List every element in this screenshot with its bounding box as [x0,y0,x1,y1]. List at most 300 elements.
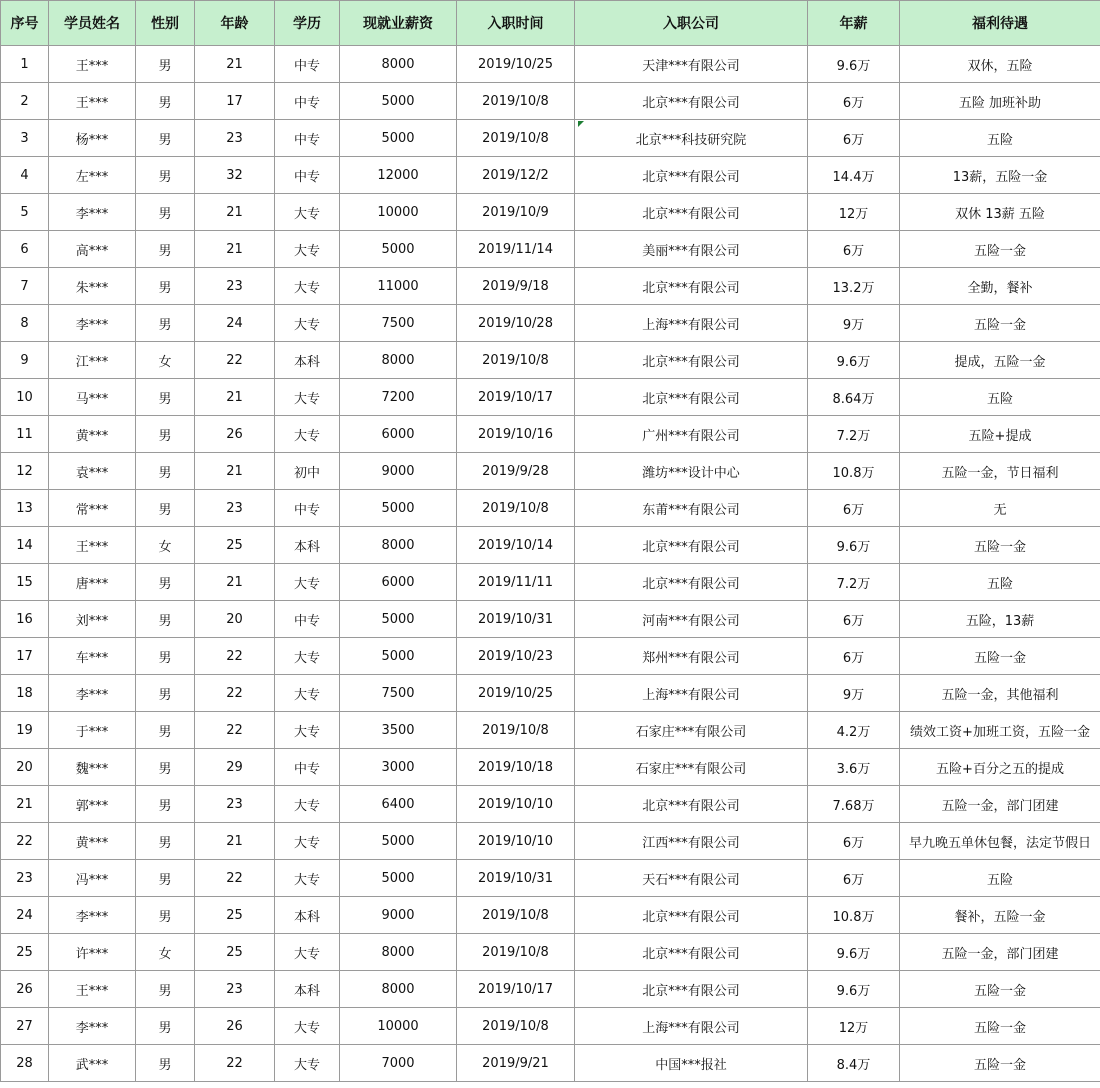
table-row [1,712,1100,749]
table-cell[interactable]: 29 [195,749,275,786]
table-cell[interactable]: 男 [136,83,195,120]
header-cell[interactable]: 现就业薪资 [340,1,457,46]
table-cell[interactable]: 22 [195,1045,275,1082]
table-cell[interactable]: 于*** [49,712,136,749]
table-cell[interactable]: 女 [136,934,195,971]
table-cell[interactable]: 石家庄***有限公司 [575,712,808,749]
table-cell[interactable]: 26 [1,971,49,1008]
table-cell[interactable]: 16 [1,601,49,638]
table-cell[interactable]: 本科 [275,527,340,564]
table-cell[interactable]: 5000 [340,860,457,897]
table-cell[interactable]: 男 [136,157,195,194]
table-cell[interactable]: 23 [195,971,275,1008]
table-cell[interactable]: 魏*** [49,749,136,786]
table-cell[interactable]: 22 [195,675,275,712]
table-cell[interactable]: 22 [195,712,275,749]
table-cell[interactable]: 19 [1,712,49,749]
table-cell[interactable]: 王*** [49,83,136,120]
table-row [1,638,1100,675]
table-cell[interactable]: 12 [1,453,49,490]
table-cell[interactable]: 男 [136,675,195,712]
table-cell[interactable]: 11000 [340,268,457,305]
table-cell[interactable]: 2019/10/28 [457,305,575,342]
table-cell[interactable]: 北京***有限公司 [575,157,808,194]
table-cell[interactable]: 五险一金，部门团建 [900,786,1100,823]
table-cell[interactable]: 男 [136,490,195,527]
table-cell[interactable]: 男 [136,786,195,823]
table-cell[interactable]: 朱*** [49,268,136,305]
table-cell[interactable]: 2019/10/10 [457,823,575,860]
table-cell[interactable]: 中专 [275,120,340,157]
table-cell[interactable]: 9.6万 [808,934,900,971]
table-cell[interactable]: 马*** [49,379,136,416]
table-cell[interactable]: 27 [1,1008,49,1045]
header-cell[interactable]: 福利待遇 [900,1,1100,46]
table-cell[interactable]: 6400 [340,786,457,823]
table-cell[interactable]: 五险一金 [900,1008,1100,1045]
table-cell[interactable]: 21 [195,46,275,83]
table-cell[interactable]: 北京***有限公司 [575,268,808,305]
table-row [1,490,1100,527]
table-cell[interactable]: 郭*** [49,786,136,823]
table-cell[interactable]: 2019/10/25 [457,675,575,712]
table-cell[interactable]: 8.64万 [808,379,900,416]
table-cell[interactable]: 9万 [808,675,900,712]
table-cell[interactable]: 大专 [275,231,340,268]
table-cell[interactable]: 3.6万 [808,749,900,786]
table-cell[interactable]: 北京***有限公司 [575,971,808,1008]
table-cell[interactable]: 23 [195,490,275,527]
table-cell[interactable]: 北京***有限公司 [575,194,808,231]
table-cell[interactable]: 上海***有限公司 [575,305,808,342]
table-cell[interactable]: 2019/10/8 [457,712,575,749]
table-cell[interactable]: 男 [136,971,195,1008]
table-cell[interactable]: 6 [1,231,49,268]
table-cell[interactable]: 13薪，五险一金 [900,157,1100,194]
table-cell[interactable]: 北京***有限公司 [575,564,808,601]
table-cell[interactable]: 本科 [275,971,340,1008]
table-cell[interactable]: 中专 [275,601,340,638]
table-cell[interactable]: 男 [136,416,195,453]
header-cell[interactable]: 年薪 [808,1,900,46]
table-cell[interactable]: 25 [195,527,275,564]
table-cell[interactable]: 8000 [340,527,457,564]
table-cell[interactable]: 男 [136,564,195,601]
table-cell[interactable]: 25 [1,934,49,971]
table-cell[interactable]: 李*** [49,897,136,934]
table-cell[interactable]: 8000 [340,46,457,83]
table-cell[interactable]: 女 [136,342,195,379]
table-cell[interactable]: 北京***有限公司 [575,379,808,416]
table-cell[interactable]: 天石***有限公司 [575,860,808,897]
table-cell[interactable]: 8000 [340,934,457,971]
table-cell[interactable]: 2019/10/8 [457,490,575,527]
table-cell[interactable]: 4 [1,157,49,194]
table-cell[interactable]: 李*** [49,675,136,712]
table-cell[interactable]: 大专 [275,379,340,416]
table-cell[interactable]: 大专 [275,786,340,823]
table-cell[interactable]: 7 [1,268,49,305]
table-cell[interactable]: 五险一金 [900,527,1100,564]
table-cell[interactable]: 2019/10/8 [457,83,575,120]
table-cell[interactable]: 6万 [808,120,900,157]
table-cell[interactable]: 高*** [49,231,136,268]
table-cell[interactable]: 男 [136,749,195,786]
table-cell[interactable]: 10.8万 [808,453,900,490]
header-cell[interactable]: 序号 [1,1,49,46]
table-cell[interactable]: 25 [195,897,275,934]
table-cell[interactable]: 大专 [275,860,340,897]
table-cell[interactable]: 车*** [49,638,136,675]
table-cell[interactable]: 9.6万 [808,971,900,1008]
table-cell[interactable]: 大专 [275,416,340,453]
table-cell[interactable]: 23 [195,786,275,823]
table-cell[interactable]: 2019/10/23 [457,638,575,675]
table-cell[interactable]: 2019/10/16 [457,416,575,453]
table-cell[interactable]: 21 [195,823,275,860]
table-cell[interactable]: 21 [195,453,275,490]
table-cell[interactable]: 大专 [275,823,340,860]
table-cell[interactable]: 23 [195,120,275,157]
table-cell[interactable]: 17 [195,83,275,120]
table-row [1,194,1100,231]
table-cell[interactable]: 21 [195,231,275,268]
table-cell[interactable]: 4.2万 [808,712,900,749]
table-cell[interactable]: 李*** [49,194,136,231]
table-cell[interactable]: 广州***有限公司 [575,416,808,453]
table-cell[interactable]: 2019/9/28 [457,453,575,490]
table-cell[interactable]: 6万 [808,83,900,120]
table-cell[interactable]: 无 [900,490,1100,527]
table-cell[interactable]: 2 [1,83,49,120]
header-cell[interactable]: 性别 [136,1,195,46]
table-cell[interactable]: 江*** [49,342,136,379]
table-cell[interactable]: 2019/12/2 [457,157,575,194]
table-cell[interactable]: 男 [136,823,195,860]
table-cell[interactable]: 中专 [275,157,340,194]
table-cell[interactable]: 李*** [49,305,136,342]
table-cell[interactable]: 上海***有限公司 [575,1008,808,1045]
table-cell[interactable]: 9.6万 [808,342,900,379]
table-cell[interactable]: 9万 [808,305,900,342]
table-cell[interactable]: 黄*** [49,823,136,860]
table-cell[interactable]: 男 [136,231,195,268]
table-cell[interactable]: 中专 [275,490,340,527]
table-cell[interactable]: 北京***有限公司 [575,934,808,971]
table-cell[interactable]: 3000 [340,749,457,786]
header-cell[interactable]: 入职时间 [457,1,575,46]
table-cell[interactable]: 中专 [275,46,340,83]
table-cell[interactable]: 初中 [275,453,340,490]
table-cell[interactable]: 中专 [275,83,340,120]
table-row [1,379,1100,416]
table-cell[interactable]: 13 [1,490,49,527]
table-cell[interactable]: 五险+百分之五的提成 [900,749,1100,786]
table-cell[interactable]: 黄*** [49,416,136,453]
table-cell[interactable]: 28 [1,1045,49,1082]
table-cell[interactable]: 提成，五险一金 [900,342,1100,379]
table-cell[interactable]: 中专 [275,749,340,786]
table-cell[interactable]: 3500 [340,712,457,749]
table-cell[interactable]: 2019/9/18 [457,268,575,305]
table-cell[interactable]: 五险一金 [900,231,1100,268]
table-cell[interactable]: 22 [195,860,275,897]
table-cell[interactable]: 大专 [275,564,340,601]
table-cell[interactable]: 8 [1,305,49,342]
table-cell[interactable]: 石家庄***有限公司 [575,749,808,786]
table-cell[interactable]: 王*** [49,46,136,83]
table-cell[interactable]: 7.2万 [808,416,900,453]
table-cell[interactable]: 22 [195,638,275,675]
table-cell[interactable]: 1 [1,46,49,83]
table-cell[interactable]: 15 [1,564,49,601]
table-cell[interactable]: 8000 [340,342,457,379]
table-cell[interactable]: 6万 [808,231,900,268]
table-cell[interactable]: 餐补，五险一金 [900,897,1100,934]
table-cell[interactable]: 北京***科技研究院 [575,120,808,157]
table-cell[interactable]: 河南***有限公司 [575,601,808,638]
table-cell[interactable]: 大专 [275,194,340,231]
table-cell[interactable]: 18 [1,675,49,712]
table-cell[interactable]: 武*** [49,1045,136,1082]
table-cell[interactable]: 10000 [340,1008,457,1045]
table-cell[interactable]: 2019/10/8 [457,342,575,379]
table-cell[interactable]: 五险 [900,120,1100,157]
table-cell[interactable]: 7.2万 [808,564,900,601]
table-cell[interactable]: 大专 [275,1008,340,1045]
table-cell[interactable]: 男 [136,860,195,897]
table-row [1,934,1100,971]
table-cell[interactable]: 20 [1,749,49,786]
table-cell[interactable]: 全勤，餐补 [900,268,1100,305]
table-cell[interactable]: 2019/11/11 [457,564,575,601]
table-cell[interactable]: 北京***有限公司 [575,342,808,379]
table-cell[interactable]: 五险+提成 [900,416,1100,453]
table-cell[interactable]: 双休 13薪 五险 [900,194,1100,231]
table-cell[interactable]: 王*** [49,527,136,564]
table-cell[interactable]: 北京***有限公司 [575,897,808,934]
table-cell[interactable]: 2019/10/10 [457,786,575,823]
table-cell[interactable]: 9 [1,342,49,379]
table-cell[interactable]: 14 [1,527,49,564]
table-cell[interactable]: 男 [136,638,195,675]
table-cell[interactable]: 男 [136,453,195,490]
table-cell[interactable]: 五险 [900,564,1100,601]
table-cell[interactable]: 2019/10/18 [457,749,575,786]
table-cell[interactable]: 上海***有限公司 [575,675,808,712]
table-cell[interactable]: 26 [195,1008,275,1045]
table-cell[interactable]: 3 [1,120,49,157]
table-cell[interactable]: 左*** [49,157,136,194]
table-cell[interactable]: 许*** [49,934,136,971]
table-cell[interactable]: 五险一金 [900,638,1100,675]
table-cell[interactable]: 女 [136,527,195,564]
table-cell[interactable]: 大专 [275,934,340,971]
table-cell[interactable]: 东莆***有限公司 [575,490,808,527]
header-cell[interactable]: 学历 [275,1,340,46]
table-cell[interactable]: 冯*** [49,860,136,897]
table-cell[interactable]: 8000 [340,971,457,1008]
table-cell[interactable]: 大专 [275,268,340,305]
table-cell[interactable]: 21 [195,194,275,231]
table-row [1,527,1100,564]
table-cell[interactable]: 绩效工资+加班工资，五险一金 [900,712,1100,749]
table-cell[interactable]: 5000 [340,823,457,860]
table-cell[interactable]: 五险 [900,379,1100,416]
table-cell[interactable]: 刘*** [49,601,136,638]
table-cell[interactable]: 2019/10/9 [457,194,575,231]
table-row [1,231,1100,268]
table-cell[interactable]: 大专 [275,638,340,675]
table-cell[interactable]: 6万 [808,823,900,860]
table-cell[interactable]: 男 [136,379,195,416]
table-cell[interactable]: 本科 [275,897,340,934]
header-cell[interactable]: 入职公司 [575,1,808,46]
table-cell[interactable]: 2019/9/21 [457,1045,575,1082]
table-cell[interactable]: 男 [136,712,195,749]
table-cell[interactable]: 9.6万 [808,527,900,564]
table-cell[interactable]: 21 [1,786,49,823]
table-cell[interactable]: 五险一金 [900,1045,1100,1082]
table-cell[interactable]: 男 [136,120,195,157]
table-cell[interactable]: 美丽***有限公司 [575,231,808,268]
table-cell[interactable]: 男 [136,897,195,934]
table-cell[interactable]: 男 [136,305,195,342]
table-cell[interactable]: 五险一金，部门团建 [900,934,1100,971]
table-cell[interactable]: 7.68万 [808,786,900,823]
table-cell[interactable]: 2019/10/8 [457,1008,575,1045]
table-cell[interactable]: 5000 [340,231,457,268]
table-cell[interactable]: 北京***有限公司 [575,83,808,120]
table-cell[interactable]: 11 [1,416,49,453]
table-cell[interactable]: 10 [1,379,49,416]
table-row [1,268,1100,305]
table-cell[interactable]: 25 [195,934,275,971]
table-cell[interactable]: 大专 [275,305,340,342]
table-cell[interactable]: 20 [195,601,275,638]
table-cell[interactable]: 9000 [340,453,457,490]
table-cell[interactable]: 6万 [808,601,900,638]
table-cell[interactable]: 2019/10/17 [457,971,575,1008]
table-cell[interactable]: 男 [136,1008,195,1045]
table-cell[interactable]: 5000 [340,638,457,675]
table-cell[interactable]: 24 [195,305,275,342]
table-cell[interactable]: 14.4万 [808,157,900,194]
table-cell[interactable]: 五险一金，其他福利 [900,675,1100,712]
table-cell[interactable]: 大专 [275,1045,340,1082]
header-cell[interactable]: 学员姓名 [49,1,136,46]
table-cell[interactable]: 五险，13薪 [900,601,1100,638]
table-cell[interactable]: 2019/11/14 [457,231,575,268]
table-cell[interactable]: 李*** [49,1008,136,1045]
table-cell[interactable]: 5000 [340,601,457,638]
table-cell[interactable]: 五险一金，节日福利 [900,453,1100,490]
table-cell[interactable]: 2019/10/25 [457,46,575,83]
table-cell[interactable]: 五险 [900,860,1100,897]
table-cell[interactable]: 6万 [808,490,900,527]
table-cell[interactable]: 男 [136,1045,195,1082]
table-cell[interactable]: 6000 [340,564,457,601]
table-cell[interactable]: 5 [1,194,49,231]
table-cell[interactable]: 男 [136,268,195,305]
table-cell[interactable]: 潍坊***设计中心 [575,453,808,490]
table-cell[interactable]: 袁*** [49,453,136,490]
table-cell[interactable]: 6万 [808,638,900,675]
table-cell[interactable]: 男 [136,601,195,638]
table-cell[interactable]: 2019/10/31 [457,860,575,897]
table-cell[interactable]: 2019/10/8 [457,897,575,934]
table-cell[interactable]: 五险 加班补助 [900,83,1100,120]
table-cell[interactable]: 杨*** [49,120,136,157]
table-cell[interactable]: 7000 [340,1045,457,1082]
table-cell[interactable]: 大专 [275,675,340,712]
table-cell[interactable]: 唐*** [49,564,136,601]
table-cell[interactable]: 6000 [340,416,457,453]
table-cell[interactable]: 中国***报社 [575,1045,808,1082]
table-cell[interactable]: 2019/10/14 [457,527,575,564]
table-cell[interactable]: 王*** [49,971,136,1008]
table-cell[interactable]: 2019/10/8 [457,934,575,971]
table-cell[interactable]: 12万 [808,194,900,231]
table-cell[interactable]: 早九晚五单休包餐，法定节假日 [900,823,1100,860]
table-cell[interactable]: 天津***有限公司 [575,46,808,83]
table-cell[interactable]: 9000 [340,897,457,934]
table-cell[interactable]: 北京***有限公司 [575,786,808,823]
table-cell[interactable]: 26 [195,416,275,453]
table-cell[interactable]: 32 [195,157,275,194]
table-cell[interactable]: 北京***有限公司 [575,527,808,564]
table-cell[interactable]: 本科 [275,342,340,379]
table-cell[interactable]: 双休，五险 [900,46,1100,83]
table-cell[interactable]: 12万 [808,1008,900,1045]
table-cell[interactable]: 5000 [340,120,457,157]
table-cell[interactable]: 2019/10/8 [457,120,575,157]
table-cell[interactable]: 7500 [340,675,457,712]
table-cell[interactable]: 22 [195,342,275,379]
table-cell[interactable]: 7200 [340,379,457,416]
table-cell[interactable]: 21 [195,379,275,416]
table-cell[interactable]: 大专 [275,712,340,749]
table-cell[interactable]: 23 [1,860,49,897]
table-cell[interactable]: 男 [136,194,195,231]
header-cell[interactable]: 年龄 [195,1,275,46]
header-row [1,1,1100,46]
table-cell[interactable]: 男 [136,46,195,83]
table-cell[interactable]: 2019/10/31 [457,601,575,638]
table-cell[interactable]: 五险一金 [900,971,1100,1008]
table-cell[interactable]: 10.8万 [808,897,900,934]
table-cell[interactable]: 常*** [49,490,136,527]
table-cell[interactable]: 2019/10/17 [457,379,575,416]
table-cell[interactable]: 12000 [340,157,457,194]
table-cell[interactable]: 9.6万 [808,46,900,83]
table-cell[interactable]: 五险一金 [900,305,1100,342]
table-cell[interactable]: 郑州***有限公司 [575,638,808,675]
table-cell[interactable]: 22 [1,823,49,860]
table-cell[interactable]: 6万 [808,860,900,897]
table-cell[interactable]: 24 [1,897,49,934]
table-cell[interactable]: 17 [1,638,49,675]
table-cell[interactable]: 10000 [340,194,457,231]
table-cell[interactable]: 13.2万 [808,268,900,305]
table-cell[interactable]: 21 [195,564,275,601]
table-cell[interactable]: 江西***有限公司 [575,823,808,860]
table-cell[interactable]: 5000 [340,490,457,527]
table-cell[interactable]: 5000 [340,83,457,120]
table-cell[interactable]: 23 [195,268,275,305]
table-cell[interactable]: 7500 [340,305,457,342]
table-cell[interactable]: 8.4万 [808,1045,900,1082]
